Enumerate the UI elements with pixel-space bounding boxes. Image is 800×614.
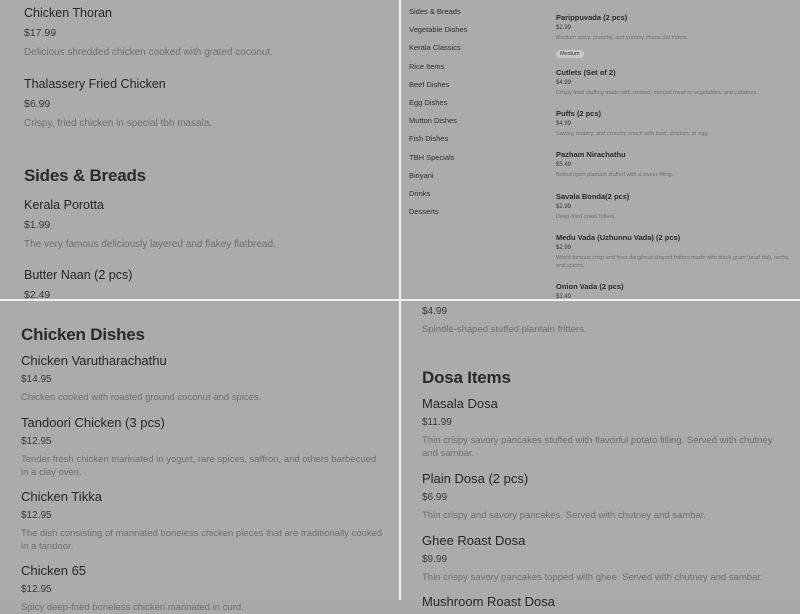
menu-item[interactable]: [556, 282, 796, 300]
nav-item-tbh-specials[interactable]: TBH Specials: [409, 152, 455, 162]
panel-bottom-right: [401, 301, 800, 609]
item-description: Delicious shredded chicken cooked with grated coconut.: [24, 47, 274, 58]
item-description: World-famous crisp and fried doughnut-shaped fritters made with black gram (urad dal), herbs, and spices.: [556, 255, 790, 269]
section-title: Sides & Breads: [24, 166, 146, 185]
item-name: Pazham Nirachathu: [556, 150, 626, 159]
item-price: $4.99: [422, 306, 448, 317]
item-name: Chicken 65: [21, 563, 87, 578]
menu-item[interactable]: [21, 489, 386, 553]
item-price: $4.99: [556, 80, 572, 86]
menu-item[interactable]: [422, 396, 787, 460]
nav-item-egg-dishes[interactable]: Egg Dishes: [409, 97, 448, 107]
panel-top-left: [0, 0, 399, 299]
panel-bottom-left: [0, 301, 399, 613]
item-name: Medu Vada (Uzhunnu Vada) (2 pcs): [556, 233, 681, 242]
menu-item[interactable]: [24, 77, 212, 130]
item-name: Chicken Varutharachathu: [21, 353, 167, 368]
item-description: Thin crispy savory pancakes stuffed with flavorful potato filling. Served with chutney and sambar.: [422, 435, 773, 459]
item-description: Crispy, fried chicken in special tbh masala.: [24, 118, 213, 129]
item-description: The dish consisting of marinated boneless chicken pieces that are traditionally cooked in a tandoor.: [21, 528, 383, 552]
item-price: $5.49: [556, 162, 572, 168]
nav-item-vegetable-dishes[interactable]: Vegetable Dishes: [409, 25, 468, 35]
item-price: $12.95: [21, 510, 52, 521]
item-price: $14.95: [21, 374, 52, 385]
item-name: Onion Vada (2 pcs): [556, 282, 624, 291]
item-price: $17.99: [24, 27, 57, 39]
item-name: Parippuvada (2 pcs): [556, 13, 628, 22]
item-price: $3.49: [556, 294, 572, 300]
item-description: Deep-fried onion fritters.: [556, 214, 617, 220]
category-nav: [409, 6, 539, 224]
item-name: Savala Bonda(2 pcs): [556, 192, 630, 201]
menu-item[interactable]: [21, 415, 386, 479]
item-price: $1.99: [24, 219, 51, 231]
nav-item-drinks[interactable]: Drinks: [409, 188, 431, 198]
section-title: Chicken Dishes: [21, 325, 145, 344]
menu-item[interactable]: [422, 533, 787, 584]
item-description: Boiled ripen plantain stuffed with a sweet filling.: [556, 172, 674, 178]
menu-item[interactable]: [422, 471, 787, 522]
menu-item[interactable]: [24, 6, 273, 59]
nav-item-kerala-classics[interactable]: Kerala Classics: [409, 43, 461, 53]
item-name: Ghee Roast Dosa: [422, 533, 526, 548]
item-price: $2.99: [556, 245, 572, 251]
item-name: Chicken Tikka: [21, 489, 102, 504]
item-description: Tender fresh chicken marinated in yogurt, rare spices, saffron, and others barbecued in a clay oven.: [21, 454, 377, 478]
panel-top-right: [401, 0, 800, 299]
item-name: Thalassery Fried Chicken: [24, 77, 166, 91]
item-description: Crispy fried stuffing made with cooked, minced meat or vegetables, and potatoes.: [556, 90, 758, 96]
item-price: $2.99: [556, 204, 572, 210]
item-description: Thin crispy savory pancakes topped with ghee. Served with chutney and sambar.: [422, 572, 763, 583]
menu-item[interactable]: [21, 353, 386, 404]
menu-item[interactable]: [556, 192, 796, 221]
menu-item[interactable]: [556, 150, 796, 179]
menu-item[interactable]: [556, 68, 796, 97]
menu-item[interactable]: [422, 594, 787, 609]
item-description: Medium spicy, crunchy, and yummy chana dal fritters.: [556, 35, 689, 41]
spice-level-badge: Medium: [556, 50, 584, 58]
nav-item-rice-items[interactable]: Rice Items: [409, 61, 445, 71]
section-title: Dosa Items: [422, 368, 511, 387]
item-name: Chicken Thoran: [24, 6, 113, 20]
menu-item[interactable]: [422, 306, 787, 336]
item-description: Spicy deep-fried boneless chicken marinated in curd.: [21, 602, 244, 613]
nav-item-desserts[interactable]: Desserts: [409, 207, 439, 217]
nav-item-biriyani[interactable]: Biriyani: [409, 170, 434, 180]
item-price: $11.99: [422, 417, 452, 428]
menu-item[interactable]: [21, 563, 386, 614]
item-name: Plain Dosa (2 pcs): [422, 471, 529, 486]
nav-item-beef-dishes[interactable]: Beef Dishes: [409, 79, 450, 89]
item-price: $6.99: [422, 492, 448, 503]
item-name: Butter Naan (2 pcs): [24, 268, 133, 282]
item-description: Chicken cooked with roasted ground coconut and spices.: [21, 392, 262, 403]
item-price: $9.99: [422, 554, 448, 565]
nav-item-mutton-dishes[interactable]: Mutton Dishes: [409, 116, 457, 126]
menu-item[interactable]: [556, 233, 796, 270]
item-price: $2.99: [556, 25, 572, 31]
item-price: $4.99: [556, 121, 572, 127]
item-description: Spindle-shaped stuffed plantain fritters.: [422, 324, 587, 335]
item-price: $2.49: [24, 289, 51, 301]
item-name: Kerala Porotta: [24, 198, 104, 212]
nav-item-fish-dishes[interactable]: Fish Dishes: [409, 134, 449, 144]
item-description: Thin crispy and savory pancakes. Served with chutney and sambar.: [422, 510, 707, 521]
menu-item[interactable]: [556, 13, 796, 60]
item-price: $6.99: [24, 98, 51, 110]
item-name: Puffs (2 pcs): [556, 109, 602, 118]
item-name: Tandoori Chicken (3 pcs): [21, 415, 165, 430]
item-description: The very famous deliciously layered and flakey flatbread.: [24, 239, 276, 250]
menu-item[interactable]: [24, 198, 276, 251]
item-price: $12.95: [21, 436, 52, 447]
item-name: Cutlets (Set of 2): [556, 68, 616, 77]
menu-item[interactable]: [24, 268, 132, 301]
item-price: $12.95: [21, 584, 52, 595]
item-name: Masala Dosa: [422, 396, 498, 411]
item-description: Savory, buttery, and crunchy snack with beef, chicken, or egg.: [556, 131, 710, 137]
nav-item-sides-breads[interactable]: Sides & Breads: [409, 7, 461, 16]
menu-item[interactable]: [556, 109, 796, 138]
item-name: Mushroom Roast Dosa: [422, 594, 555, 609]
